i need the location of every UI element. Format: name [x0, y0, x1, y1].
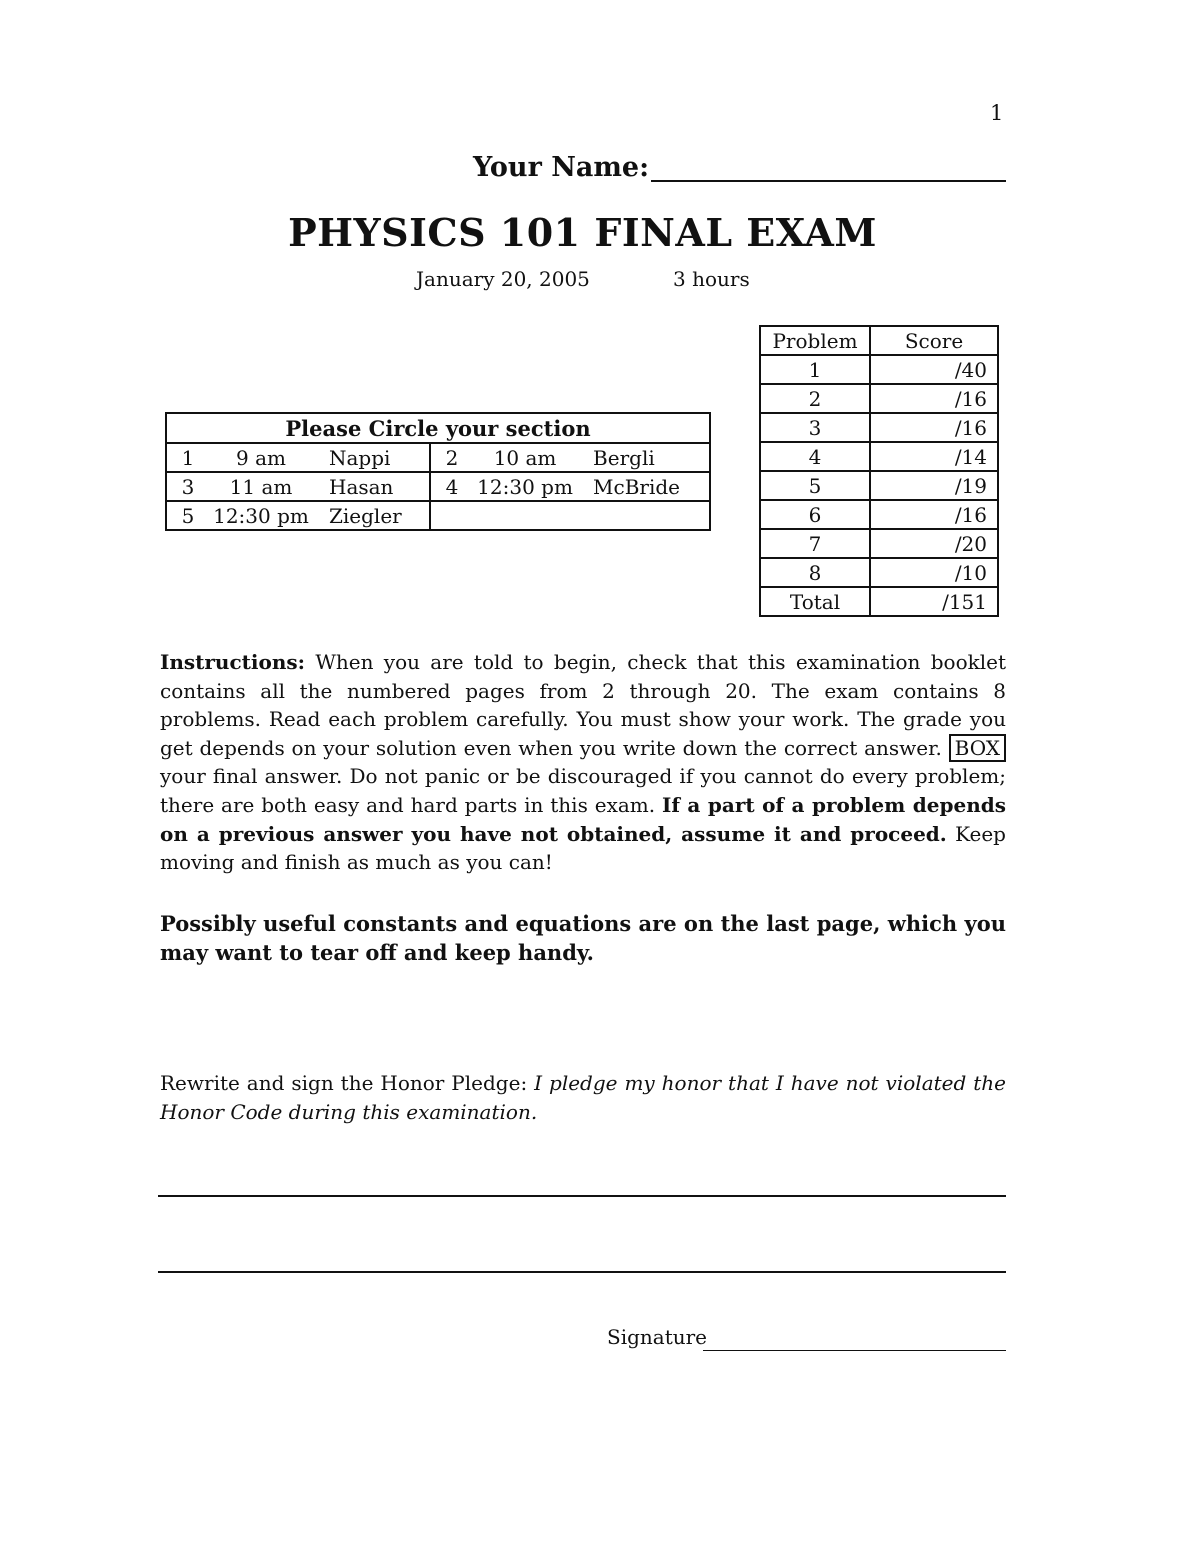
score-cell: /16: [870, 384, 998, 413]
name-blank-line[interactable]: [651, 180, 1006, 182]
instructions-paragraph: [160, 648, 1006, 877]
instructions-text-3: Keep moving and finish as much as you can!: [160, 821, 1006, 875]
instructions-bold-text: If a part of a problem depends on a previous answer you have not obtained, assume it and proceed.: [160, 792, 1006, 846]
section-table: [165, 412, 711, 531]
exam-date: January 20, 2005: [416, 267, 590, 291]
exam-duration: 3 hours: [673, 267, 750, 291]
table-row: 8 /10: [760, 558, 998, 587]
section-option[interactable]: 1 9 am Nappi: [166, 443, 430, 472]
table-row: [166, 443, 710, 472]
table-row: [166, 472, 710, 501]
instructions-label: Instructions:: [160, 650, 306, 674]
score-cell: /151: [870, 587, 998, 616]
section-table-header: Please Circle your section: [166, 413, 710, 443]
exam-title: PHYSICS 101 FINAL EXAM: [288, 210, 877, 255]
score-table: [759, 325, 999, 617]
score-cell: /16: [870, 500, 998, 529]
section-option[interactable]: 4 12:30 pm McBride: [430, 472, 710, 501]
pledge-writing-line-1[interactable]: [158, 1195, 1006, 1197]
table-row: 4 /14: [760, 442, 998, 471]
score-cell: /20: [870, 529, 998, 558]
box-word: BOX: [949, 734, 1006, 762]
section-option[interactable]: 3 11 am Hasan: [166, 472, 430, 501]
instructions-text-2: your final answer. Do not panic or be discouraged if you cannot do every problem; there are both easy and hard parts in this exam.: [160, 764, 1006, 817]
name-label: Your Name:: [473, 152, 650, 183]
page-number: 1: [990, 101, 1004, 125]
score-cell: /19: [870, 471, 998, 500]
table-row: Total /151: [760, 587, 998, 616]
score-header-problem: Problem: [760, 326, 870, 355]
table-row: 5 /19: [760, 471, 998, 500]
table-row: 3 /16: [760, 413, 998, 442]
score-cell: /10: [870, 558, 998, 587]
section-option[interactable]: 5 12:30 pm Ziegler: [166, 501, 430, 530]
score-cell: /16: [870, 413, 998, 442]
signature-line[interactable]: [703, 1350, 1006, 1351]
pledge-writing-line-2[interactable]: [158, 1271, 1006, 1273]
score-cell: /40: [870, 355, 998, 384]
section-option[interactable]: 2 10 am Bergli: [430, 443, 710, 472]
signature-label: Signature: [607, 1325, 708, 1349]
pledge-intro: Rewrite and sign the Honor Pledge:: [160, 1071, 528, 1095]
table-row: 6 /16: [760, 500, 998, 529]
honor-pledge-paragraph: [160, 1069, 1006, 1126]
score-table-header-row: [760, 326, 998, 355]
constants-note: Possibly useful constants and equations are on the last page, which you may want to tear off and keep handy.: [160, 911, 1006, 965]
pledge-text: I pledge my honor that I have not violated the Honor Code during this examination.: [160, 1071, 1007, 1124]
table-row: [166, 501, 710, 530]
instructions-text-1: When you are told to begin, check that this examination booklet contains all the numbered pages from 2 through 20. The exam contains 8 problems. Read each problem carefully. You must show your work. The grade you get depends on your solution even when you write down the correct answer.: [160, 650, 1007, 760]
table-row: 7 /20: [760, 529, 998, 558]
table-row: 2 /16: [760, 384, 998, 413]
section-empty-cell: [430, 501, 710, 530]
table-row: 1 /40: [760, 355, 998, 384]
score-cell: /14: [870, 442, 998, 471]
score-header-score: Score: [870, 326, 998, 355]
